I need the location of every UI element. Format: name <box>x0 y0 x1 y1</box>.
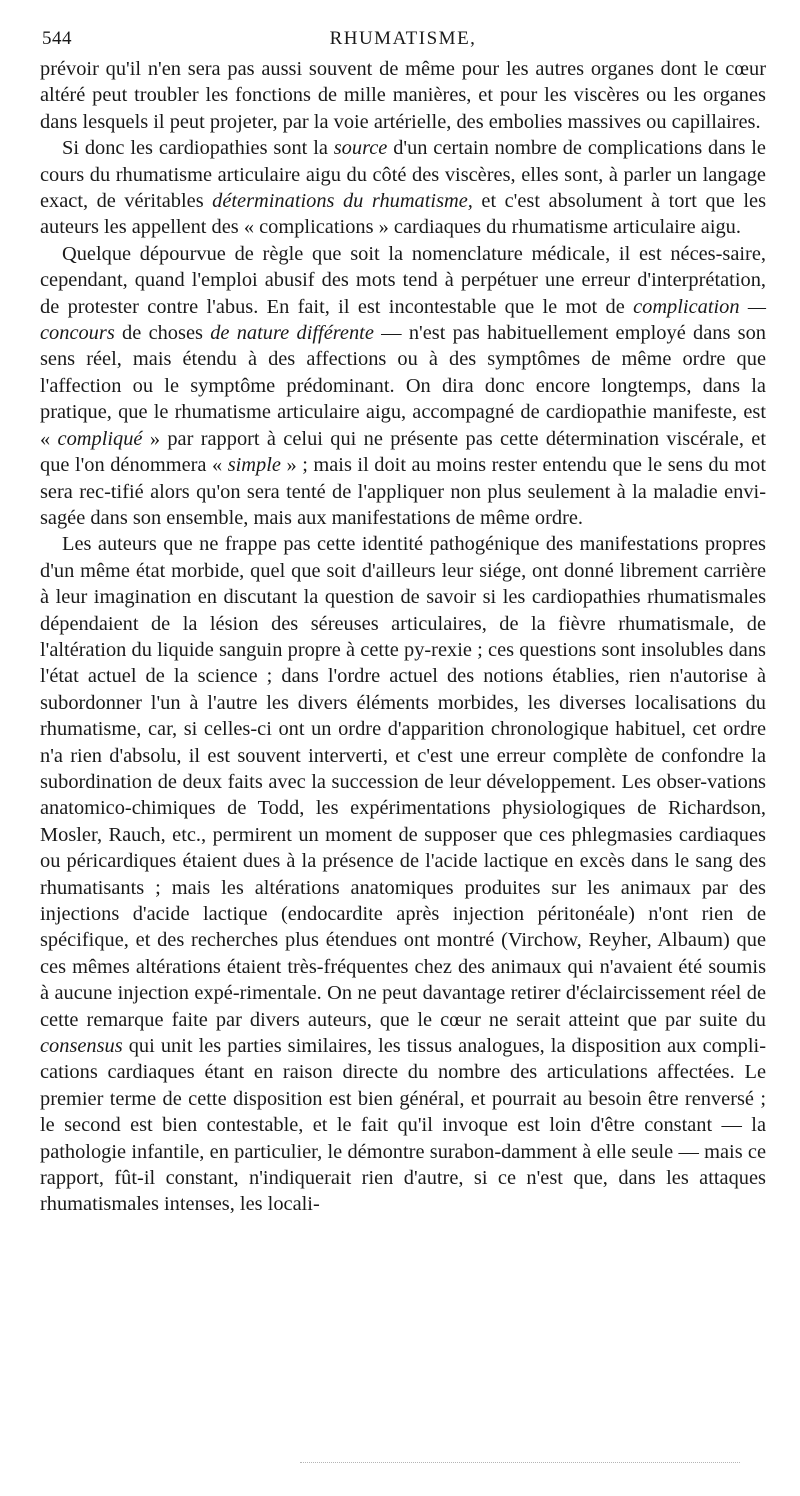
text-run: de choses <box>114 322 211 345</box>
body-text <box>40 56 766 1218</box>
text-run: qui unit les parties similaires, les tissus analogues, la disposition aux compli-cations cardiaques étant en raison directe du nombre des articulations affectées. Le premier terme de cette disposition est bien général, et pourrait au besoin être renversé ; le second est bien contestable, et le fait qu'il invoque est loin d'être constant — la pathologie infantile, en particulier, le démontre surabon-damment à elle seule — mais ce rapport, fût-il constant, n'indiquerait rien d'autre, si ce n'est que, dans les attaques rhumatismales intenses, les locali- <box>40 1035 766 1216</box>
text-run: » par rapport à celui qui ne présente pas cette détermination viscérale, et que l'on dénommera « <box>40 427 766 477</box>
text-run: Les auteurs que ne frappe pas cette identité pathogénique des manifestations propres d'un même état morbide, quel que soit d'ailleurs leur siége, ont donné librement carrière à leur imagination en discutant la question de savoir si les cardiopathies rhumatismales dépendaient de la lésion des séreuses articulaires, de la fièvre rhumatismale, de l'altération du liquide sanguin propre à cette py-rexie ; ces questions sont insolubles dans l'état actuel de la science ; dans l'ordre actuel des notions établies, rien n'autorise à subordonner l'un à l'autre les divers éléments morbides, les diverses localisations du rhumatisme, car, si celles-ci ont un ordre d'apparition chronologique habituel, cet ordre n'a rien d'absolu, il est souvent interverti, et c'est une erreur complète de confondre la subordination de deux faits avec la succession de leur développement. Les obser-vations anatomico-chimiques de Todd, les expérimentations physiologiques de Richardson, Mosler, Rauch, etc., permirent un moment de supposer que ces phlegmasies cardiaques ou péricardiques étaient dues à la présence de l'acide lactique en excès dans le sang des rhumatisants ; mais les altérations anatomiques produites sur les animaux par des injections d'acide lactique (endocardite après injection péritonéale) n'ont rien de spécifique, et des recherches plus étendues ont montré (Virchow, Reyher, Albaum) que ces mêmes altérations étaient très-fréquentes chez des animaux qui n'avaient été soumis à aucune injection expé-rimentale. On ne peut davantage retirer d'éclaircissement réel de cette remarque faite par divers auteurs, que le cœur ne serait atteint que par suite du <box>40 533 766 1031</box>
text-run: Quelque dépourvue de règle que soit la nomenclature médicale, il est néces-saire, cependant, quand l'emploi abusif des mots tend à perpétuer une erreur d'interprétation, de protester contre l'abus. En fait, il est incontestable que le mot de <box>40 242 766 318</box>
text-run: — n'est pas habituellement employé dans son sens réel, mais étendu à des affections ou à des symptômes de même ordre que l'affection ou le symptôme prédominant. On dira donc encore longtemps, dans la pratique, que le rhumatisme articulaire aigu, accompagné de cardiopathie manifeste, est « <box>40 322 767 450</box>
italic-text: consensus <box>40 1035 123 1058</box>
text-run: d'un certain nombre de complications dans le cours du rhumatisme articulaire aigu du côté des viscères, elles sont, à parler un langage exact, de véritables <box>40 137 766 213</box>
text-run: Si donc les cardiopathies sont la <box>62 137 334 160</box>
italic-text: de nature différente <box>210 322 374 345</box>
page-number: 544 <box>42 28 72 49</box>
text-run: prévoir qu'il n'en sera pas aussi souvent de même pour les autres organes dont le cœur altéré peut troubler les fonctions de mille manières, et pour les viscères ou les organes dans lesquels il peut projeter, par la voie artérielle, des embolies massives ou capillaires. <box>40 58 766 133</box>
italic-text: complication — concours <box>40 295 766 345</box>
text-run: » ; mais il doit au moins rester entendu que le sens du mot sera rec-tifié alors qu'on sera tenté de l'appliquer non plus seulement à la maladie envi-sagée dans son ensemble, mais aux manifestations de même ordre. <box>40 454 766 529</box>
running-head <box>40 22 766 56</box>
italic-text: simple <box>227 454 281 477</box>
book-page <box>40 22 766 1218</box>
italic-text: compliqué <box>57 427 143 450</box>
italic-text: source <box>333 137 388 160</box>
paragraph <box>40 135 766 241</box>
italic-text: déterminations du rhumatisme, <box>212 190 473 213</box>
bottom-rule <box>300 1462 740 1463</box>
text-run: et c'est absolument à tort que les auteurs les appellent des « complications » cardiaques du rhumatisme articulaire aigu. <box>40 190 766 239</box>
paragraph <box>40 241 766 531</box>
paragraph <box>40 531 766 1218</box>
paragraph <box>40 56 766 135</box>
running-title: RHUMATISME, <box>329 28 477 49</box>
